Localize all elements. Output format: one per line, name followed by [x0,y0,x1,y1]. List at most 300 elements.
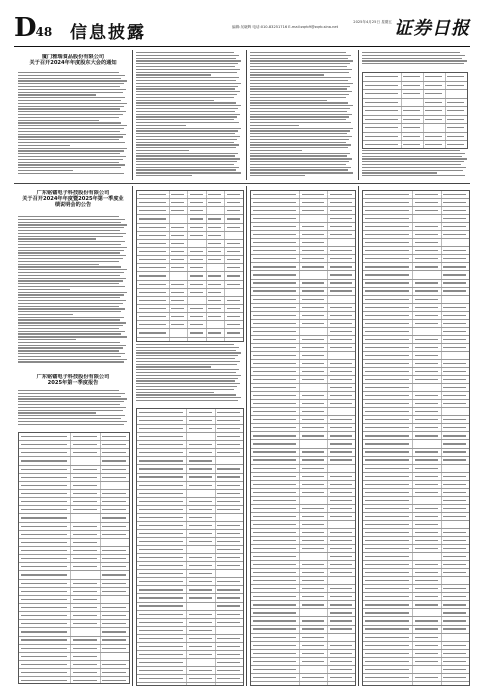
table-cell [328,513,355,520]
text-line [136,66,235,67]
table-cell [442,593,469,600]
table-cell [101,563,129,570]
text-line [136,361,240,362]
text-line [18,336,127,337]
table-cell [187,619,215,626]
table-cell [328,296,355,303]
table-cell [328,416,355,423]
table-row [19,620,129,628]
table-cell [170,207,189,214]
table-cell [363,99,402,107]
table-cell [328,545,355,552]
table-cell [300,296,328,303]
table-cell [251,296,300,303]
table-cell [216,586,243,593]
table-cell [170,321,189,328]
table-cell [328,481,355,488]
table-cell [442,666,469,673]
table-cell [442,465,469,472]
table-cell [363,416,413,423]
table-cell [251,666,300,673]
table-cell [363,320,413,327]
table-cell [71,449,100,456]
table-cell [300,280,328,287]
table-cell [251,247,300,254]
table-cell [216,627,243,634]
table-cell [170,215,189,222]
table-cell [188,297,207,304]
table-row [363,288,469,296]
table-cell [188,329,207,336]
table-cell [413,360,441,367]
table-cell [187,457,215,464]
table-cell [187,643,215,650]
table-cell [363,296,413,303]
text-line [136,350,236,351]
table-row [137,272,243,280]
table-row [363,432,469,440]
table-cell [188,281,207,288]
text-line [136,63,238,64]
table-cell [442,352,469,359]
text-line [136,80,236,81]
table-row [251,296,355,304]
table-cell [328,384,355,391]
table-cell [101,637,129,644]
table-cell [137,305,170,312]
financial-table [136,190,244,342]
text-line [250,142,346,143]
text-lines [250,52,354,176]
table-cell [170,329,189,336]
text-line [136,114,240,115]
table-row [363,360,469,368]
text-line [250,52,346,53]
table-cell [328,223,355,230]
table-cell [19,637,71,644]
table-row [137,297,243,305]
text-line [18,325,123,326]
table-cell [137,506,187,513]
table-row [251,376,355,384]
table-row [363,634,469,642]
table-cell [413,255,441,262]
table-cell [413,593,441,600]
table-cell [19,628,71,635]
table-cell [187,474,215,481]
table-cell [19,588,71,595]
table-cell [442,384,469,391]
table-cell [71,514,100,521]
table-cell [363,537,413,544]
table-row [137,538,243,546]
table-cell [187,514,215,521]
table-row [363,73,467,82]
table-cell [187,538,215,545]
table-cell [71,596,100,603]
table-cell [188,289,207,296]
table-cell [442,545,469,552]
table-row [251,432,355,440]
table-cell [442,376,469,383]
table-cell [328,601,355,608]
table-cell [19,531,71,538]
table-cell [101,523,129,530]
table-cell [71,563,100,570]
table-row [363,666,469,674]
table-cell [216,409,243,416]
table-cell [363,207,413,214]
text-lines [362,150,468,176]
table-cell [402,73,424,81]
table-cell [71,580,100,587]
text-line [136,77,239,78]
table-cell [251,271,300,278]
table-cell [137,570,187,577]
table-cell [413,416,441,423]
table-row [363,239,469,247]
table-cell [363,634,413,641]
table-cell [216,449,243,456]
text-line [18,359,127,360]
text-line [18,216,119,217]
text-line [18,162,119,163]
table-cell [413,666,441,673]
text-lines [18,390,128,425]
table-cell [71,506,100,513]
table-cell [442,424,469,431]
table-cell [187,578,215,585]
table-cell [402,107,424,115]
table-cell [300,199,328,206]
table-cell [225,240,243,247]
table-row [137,578,243,586]
text-line [18,328,119,329]
table-cell [216,659,243,666]
table-cell [101,490,129,497]
table-cell [170,240,189,247]
table-row [251,191,355,199]
table-cell [225,248,243,255]
table-cell [424,124,446,132]
table-cell [300,247,328,254]
text-line [18,345,126,346]
table-cell [424,99,446,107]
table-cell [300,384,328,391]
text-line [18,150,124,151]
text-line [136,344,234,345]
table-cell [363,545,413,552]
table-row [19,669,129,677]
table-cell [188,224,207,231]
table-cell [363,440,413,447]
text-line [18,424,124,425]
table-cell [71,547,100,554]
text-line [250,86,350,87]
table-cell [187,409,215,416]
table-cell [363,336,413,343]
table-cell [328,626,355,633]
company-name: 广东铭镭电子科技股份有限公司 [36,190,110,196]
table-cell [363,384,413,391]
text-line [136,116,237,117]
table-row [363,513,469,521]
table-cell [300,553,328,560]
table-cell [363,449,413,456]
table-cell [216,570,243,577]
text-line [18,78,121,79]
section-divider [14,183,470,184]
table-cell [251,263,300,270]
text-line [136,72,237,73]
table-cell [413,239,441,246]
table-cell [328,392,355,399]
table-cell [170,313,189,320]
table-cell [187,562,215,569]
table-cell [413,449,441,456]
table-cell [216,538,243,545]
table-cell [188,338,207,342]
table-cell [442,449,469,456]
table-cell [328,304,355,311]
table-cell [216,546,243,553]
table-cell [207,272,226,279]
table-cell [187,675,215,682]
table-row [363,247,469,255]
table-cell [207,199,226,206]
text-line [250,72,349,73]
table-cell [19,474,71,481]
table-cell [300,545,328,552]
table-cell [300,529,328,536]
table-cell [19,677,71,684]
table-row [251,288,355,296]
table-cell [413,481,441,488]
table-cell [413,585,441,592]
table-cell [363,561,413,568]
table-cell [251,537,300,544]
text-line [18,156,126,157]
table-cell [137,490,187,497]
table-cell [137,651,187,658]
table-row [137,651,243,659]
table-cell [328,593,355,600]
table-cell [300,577,328,584]
text-line [18,407,126,408]
table-cell [187,530,215,537]
table-cell [207,232,226,239]
table-cell [442,408,469,415]
table-row [251,609,355,617]
table-cell [402,141,424,149]
table-cell [71,539,100,546]
table-cell [225,289,243,296]
text-line [136,74,211,75]
table-cell [170,199,189,206]
article-heading [20,190,126,209]
table-cell [251,545,300,552]
table-cell [71,677,100,684]
table-row [137,232,243,240]
table-cell [363,601,413,608]
table-cell [413,320,441,327]
table-cell [251,521,300,528]
table-row [363,207,469,215]
table-cell [413,304,441,311]
text-line [18,247,127,248]
table-cell [137,635,187,642]
text-line [18,164,125,165]
table-cell [328,255,355,262]
text-line [250,83,353,84]
text-line [136,69,240,70]
table-row [19,555,129,563]
table-cell [328,320,355,327]
table-row [19,523,129,531]
table-cell [413,682,441,686]
table-row [251,682,355,686]
table-cell [251,432,300,439]
table-cell [328,247,355,254]
table-cell [300,328,328,335]
table-cell [187,635,215,642]
table-row [363,626,469,634]
table-row [363,82,467,91]
table-cell [170,281,189,288]
text-line [136,128,241,129]
table-cell [19,441,71,448]
table-row [137,449,243,457]
table-cell [225,338,243,342]
text-line [18,350,119,351]
table-cell [225,207,243,214]
text-line [18,230,120,231]
table-cell [216,465,243,472]
table-row [137,338,243,342]
table-row [251,634,355,642]
table-row [363,489,469,497]
text-line [18,339,76,340]
table-cell [442,288,469,295]
table-row [251,239,355,247]
table-cell [251,561,300,568]
table-cell [363,642,413,649]
table-row [363,133,467,142]
table-cell [251,231,300,238]
table-row [363,497,469,505]
table-row [137,321,243,329]
table-cell [363,577,413,584]
table-cell [207,215,226,222]
table-cell [413,344,441,351]
text-line [250,58,348,59]
table-cell [71,637,100,644]
table-cell [424,107,446,115]
text-line [136,347,239,348]
table-row [137,506,243,514]
table-cell [328,199,355,206]
text-line [250,80,348,81]
table-cell [363,107,402,115]
table-cell [137,199,170,206]
table-cell [442,263,469,270]
text-line [250,175,305,176]
table-cell [71,653,100,660]
table-cell [216,441,243,448]
table-row [363,465,469,473]
table-cell [363,497,413,504]
table-cell [413,247,441,254]
table-row [363,255,469,263]
table-cell [363,505,413,512]
table-cell [137,248,170,255]
table-row [19,596,129,604]
table-cell [442,328,469,335]
table-cell [19,482,71,489]
table-cell [300,288,328,295]
table-cell [363,424,413,431]
table-row [137,490,243,498]
table-cell [363,255,413,262]
table-cell [216,425,243,432]
text-line [136,105,241,106]
text-line [136,383,240,384]
table-cell [251,626,300,633]
text-line [18,342,120,343]
table-row [363,384,469,392]
table-cell [187,425,215,432]
text-lines [362,52,468,64]
table-cell [251,682,300,686]
table-cell [137,289,170,296]
table-row [251,263,355,271]
text-line [18,303,123,304]
table-cell [328,344,355,351]
table-row [363,424,469,432]
table-cell [413,328,441,335]
table-cell [170,264,189,271]
table-cell [413,296,441,303]
text-line [18,89,126,90]
table-cell [187,498,215,505]
article-text [362,52,468,68]
table-cell [328,617,355,624]
text-line [136,366,211,367]
table-cell [170,305,189,312]
table-cell [207,313,226,320]
table-row [251,320,355,328]
text-line [18,278,126,279]
table-cell [442,601,469,608]
table-cell [424,116,446,124]
table-cell [225,215,243,222]
text-lines [18,72,128,174]
text-line [250,60,353,61]
text-line [18,404,120,405]
table-cell [216,506,243,513]
table-cell [363,609,413,616]
table-cell [413,400,441,407]
table-row [137,482,243,490]
table-row [251,336,355,344]
text-line [18,238,96,239]
table-row [137,264,243,272]
text-line [136,100,214,101]
table-cell [446,124,467,132]
text-line [18,131,120,132]
text-line [18,139,119,140]
table-cell [300,593,328,600]
